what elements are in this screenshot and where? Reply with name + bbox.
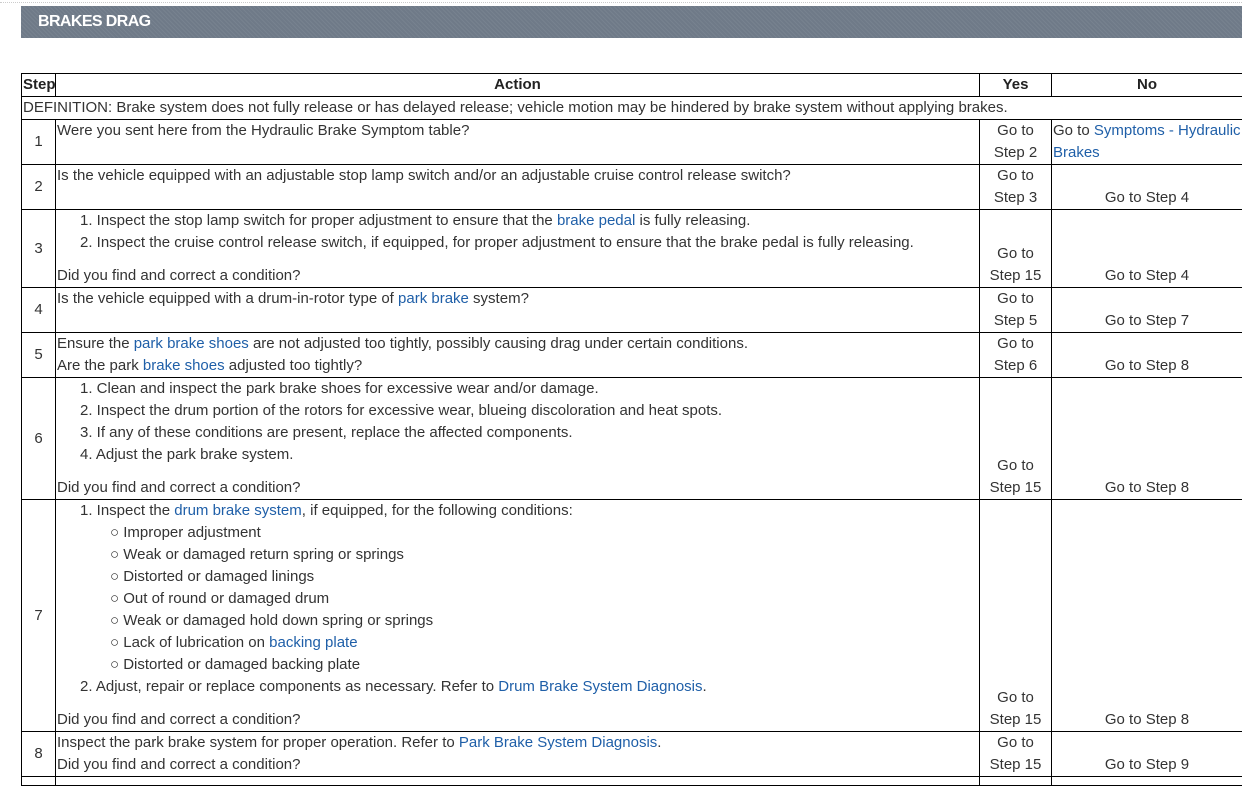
table-row: [22, 165, 1242, 210]
spacer: [57, 466, 978, 477]
text-segment: 1. Inspect the stop lamp switch for proper adjustment to ensure that the: [80, 212, 557, 229]
text-segment: , if equipped, for the following conditions:: [302, 502, 573, 519]
text-segment: 3. If any of these conditions are present, replace the affected components.: [80, 424, 573, 441]
text-segment: 2. Adjust, repair or replace components as necessary. Refer to: [80, 678, 498, 695]
link[interactable]: brake pedal: [557, 212, 635, 229]
empty-cell: [980, 777, 1052, 786]
step-number: 2: [22, 165, 56, 210]
yes-text: Step 15: [981, 754, 1050, 776]
text-segment: Go to Step 4: [1105, 267, 1189, 284]
no-cell: [1052, 732, 1242, 777]
text-segment: Go to Step 4: [1105, 189, 1189, 206]
text-segment: adjusted too tightly?: [225, 357, 363, 374]
text-segment: Go to Step 7: [1105, 312, 1189, 329]
step-number: 1: [22, 120, 56, 165]
step-number: 5: [22, 333, 56, 378]
no-cell: [1052, 165, 1242, 210]
yes-text: Go to: [981, 333, 1050, 355]
text-segment: ○ Lack of lubrication on: [110, 634, 269, 651]
yes-text: Go to: [981, 243, 1050, 265]
header-yes: Yes: [980, 74, 1052, 97]
sub-list-item: [57, 522, 978, 544]
text-segment: 2. Inspect the cruise control release switch, if equipped, for proper adjustment to ensure that the brake pedal is fully releasing.: [80, 234, 914, 251]
header-step: Step: [22, 74, 56, 97]
diagnostic-table: [21, 73, 1242, 786]
sub-list-item: [57, 566, 978, 588]
spacer: [57, 698, 978, 709]
action-text: [57, 732, 978, 754]
no-cell: [1052, 500, 1242, 732]
action-cell: [56, 333, 980, 378]
text-segment: Did you find and correct a condition?: [57, 711, 300, 728]
link[interactable]: Symptoms - Hydraulic Brakes: [1053, 122, 1241, 161]
yes-text: Go to: [981, 288, 1050, 310]
table-row-partial: [22, 777, 1242, 786]
table-row: [22, 732, 1242, 777]
definition-text: DEFINITION: Brake system does not fully release or has delayed release; vehicle motion may be hindered by brake system without applying brakes.: [22, 97, 1242, 120]
link[interactable]: park brake: [398, 290, 469, 307]
yes-text: Go to: [981, 455, 1050, 477]
yes-text: Step 15: [981, 265, 1050, 287]
sub-list-item: [57, 654, 978, 676]
header-no: No: [1052, 74, 1242, 97]
action-text: [57, 165, 978, 187]
table-row: [22, 378, 1242, 500]
text-segment: 4. Adjust the park brake system.: [80, 446, 293, 463]
list-item: [57, 422, 978, 444]
action-text: [57, 355, 978, 377]
action-cell: [56, 732, 980, 777]
no-cell: [1052, 378, 1242, 500]
list-item: [57, 378, 978, 400]
action-cell: [56, 378, 980, 500]
header-action: Action: [56, 74, 980, 97]
table-row: [22, 120, 1242, 165]
action-cell: [56, 500, 980, 732]
no-cell: [1052, 288, 1242, 333]
text-segment: 1. Clean and inspect the park brake shoes for excessive wear and/or damage.: [80, 380, 599, 397]
action-cell: [56, 120, 980, 165]
section-title: BRAKES DRAG: [38, 13, 151, 31]
table-header-row: [22, 74, 1242, 97]
text-segment: Inspect the park brake system for proper operation. Refer to: [57, 734, 459, 751]
list-item: [57, 210, 978, 232]
text-segment: system?: [469, 290, 529, 307]
yes-text: Go to: [981, 687, 1050, 709]
yes-cell: [980, 120, 1052, 165]
no-cell: [1052, 333, 1242, 378]
text-segment: Go to Step 8: [1105, 479, 1189, 496]
text-segment: Go to Step 8: [1105, 357, 1189, 374]
link[interactable]: Park Brake System Diagnosis: [459, 734, 657, 751]
action-cell: [56, 288, 980, 333]
text-segment: Ensure the: [57, 335, 134, 352]
text-segment: Were you sent here from the Hydraulic Brake Symptom table?: [57, 122, 469, 139]
table-row: [22, 333, 1242, 378]
text-segment: Is the vehicle equipped with an adjustable stop lamp switch and/or an adjustable cruise control release switch?: [57, 167, 791, 184]
table-row: [22, 210, 1242, 288]
top-divider: [0, 2, 1242, 3]
yes-text: Step 2: [981, 142, 1050, 164]
text-segment: is fully releasing.: [635, 212, 750, 229]
no-cell: [1052, 120, 1242, 165]
link[interactable]: park brake shoes: [134, 335, 249, 352]
text-segment: Go to: [1053, 122, 1094, 139]
text-segment: Is the vehicle equipped with a drum-in-rotor type of: [57, 290, 398, 307]
text-segment: 2. Inspect the drum portion of the rotors for excessive wear, blueing discoloration and heat spots.: [80, 402, 722, 419]
text-segment: .: [657, 734, 661, 751]
step-number: 7: [22, 500, 56, 732]
yes-cell: [980, 333, 1052, 378]
action-text: [57, 288, 978, 310]
text-segment: Did you find and correct a condition?: [57, 479, 300, 496]
step-number: 4: [22, 288, 56, 333]
sub-list-item: [57, 588, 978, 610]
text-segment: 1. Inspect the: [80, 502, 174, 519]
action-text: [57, 333, 978, 355]
text-segment: ○ Distorted or damaged linings: [110, 568, 314, 585]
definition-row: [22, 97, 1242, 120]
table-row: [22, 288, 1242, 333]
yes-text: Step 15: [981, 477, 1050, 499]
action-text: [57, 477, 978, 499]
yes-cell: [980, 378, 1052, 500]
link[interactable]: backing plate: [269, 634, 357, 651]
table-row: [22, 500, 1242, 732]
text-segment: ○ Improper adjustment: [110, 524, 261, 541]
spacer: [57, 254, 978, 265]
text-segment: are not adjusted too tightly, possibly causing drag under certain conditions.: [249, 335, 748, 352]
text-segment: Did you find and correct a condition?: [57, 756, 300, 773]
action-text: [57, 265, 978, 287]
yes-text: Go to: [981, 732, 1050, 754]
sub-list-item: [57, 610, 978, 632]
link[interactable]: Drum Brake System Diagnosis: [498, 678, 702, 695]
step-number: 3: [22, 210, 56, 288]
step-number: 6: [22, 378, 56, 500]
yes-text: Step 15: [981, 709, 1050, 731]
yes-text: Go to: [981, 165, 1050, 187]
list-item: [57, 676, 978, 698]
list-item: [57, 232, 978, 254]
step-number: 8: [22, 732, 56, 777]
yes-text: Go to: [981, 120, 1050, 142]
text-segment: ○ Weak or damaged hold down spring or springs: [110, 612, 433, 629]
yes-text: Step 6: [981, 355, 1050, 377]
list-item: [57, 400, 978, 422]
empty-cell: [22, 777, 56, 786]
section-header: [21, 6, 1242, 38]
text-segment: .: [703, 678, 707, 695]
list-item: [57, 444, 978, 466]
yes-cell: [980, 210, 1052, 288]
text-segment: Go to Step 9: [1105, 756, 1189, 773]
empty-cell: [1052, 777, 1242, 786]
link[interactable]: drum brake system: [174, 502, 302, 519]
action-cell: [56, 165, 980, 210]
link[interactable]: brake shoes: [143, 357, 225, 374]
yes-cell: [980, 165, 1052, 210]
text-segment: ○ Distorted or damaged backing plate: [110, 656, 360, 673]
list-item: [57, 500, 978, 522]
no-cell: [1052, 210, 1242, 288]
yes-text: Step 5: [981, 310, 1050, 332]
sub-list-item: [57, 632, 978, 654]
text-segment: Go to Step 8: [1105, 711, 1189, 728]
text-segment: Did you find and correct a condition?: [57, 267, 300, 284]
action-text: [57, 754, 978, 776]
action-text: [57, 120, 978, 142]
yes-text: Step 3: [981, 187, 1050, 209]
action-text: [57, 709, 978, 731]
yes-cell: [980, 288, 1052, 333]
text-segment: ○ Out of round or damaged drum: [110, 590, 329, 607]
action-cell: [56, 210, 980, 288]
empty-cell: [56, 777, 980, 786]
text-segment: Are the park: [57, 357, 143, 374]
yes-cell: [980, 500, 1052, 732]
text-segment: ○ Weak or damaged return spring or springs: [110, 546, 404, 563]
yes-cell: [980, 732, 1052, 777]
sub-list-item: [57, 544, 978, 566]
